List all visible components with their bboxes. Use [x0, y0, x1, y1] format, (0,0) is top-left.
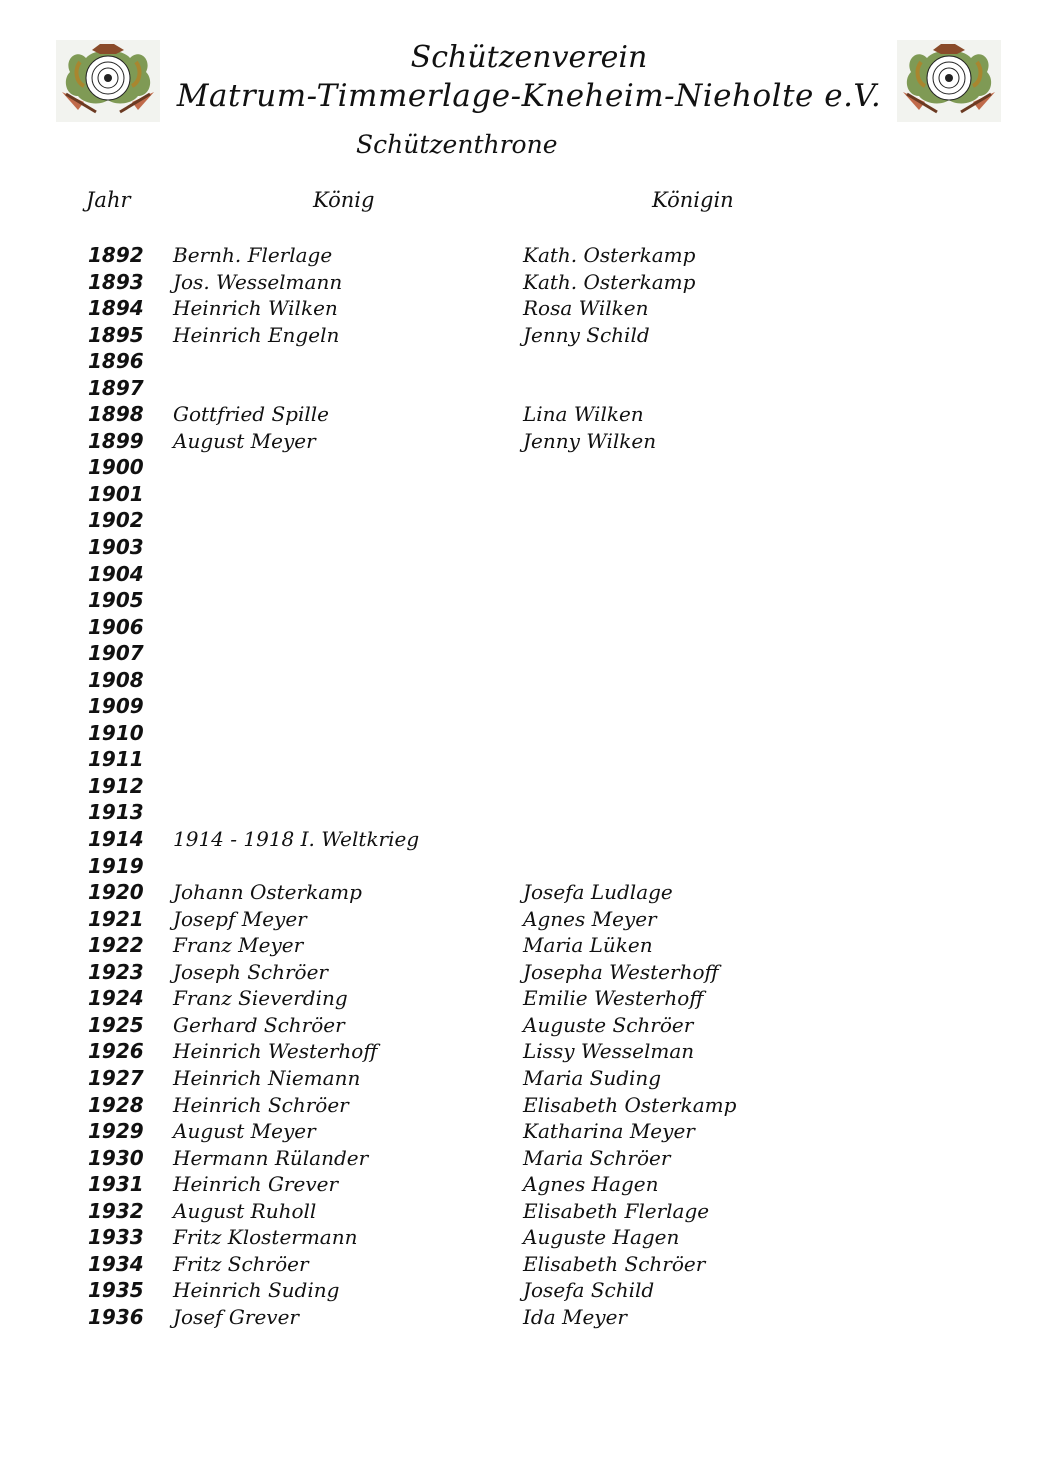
- queen-cell: Lissy Wesselman: [523, 1039, 695, 1064]
- king-cell: Joseph Schröer: [173, 959, 328, 984]
- king-cell: Heinrich Engeln: [173, 322, 340, 347]
- table-row: [0, 1251, 1038, 1278]
- year-cell: 1893: [88, 269, 144, 294]
- throne-table: [0, 242, 1038, 1330]
- table-row: [0, 693, 1038, 720]
- table-row: [0, 1145, 1038, 1172]
- queen-cell: Josefa Ludlage: [523, 880, 673, 905]
- year-cell: 1924: [88, 986, 144, 1011]
- table-row: [0, 375, 1038, 402]
- year-cell: 1910: [88, 720, 144, 745]
- table-row: [0, 428, 1038, 455]
- table-row: [0, 322, 1038, 349]
- table-row: [0, 746, 1038, 773]
- table-row: [0, 853, 1038, 880]
- year-cell: 1894: [88, 296, 144, 321]
- table-row: [0, 1038, 1038, 1065]
- table-row: [0, 1198, 1038, 1225]
- king-cell: Fritz Schröer: [173, 1251, 309, 1276]
- table-row: [0, 269, 1038, 296]
- table-row: [0, 1224, 1038, 1251]
- table-row: [0, 507, 1038, 534]
- club-name: Schützenverein: [410, 40, 648, 75]
- queen-cell: Josepha Westerhoff: [523, 959, 719, 984]
- table-row: [0, 1171, 1038, 1198]
- year-cell: 1926: [88, 1039, 144, 1064]
- table-row: [0, 773, 1038, 800]
- year-cell: 1906: [88, 614, 144, 639]
- queen-cell: Josefa Schild: [523, 1278, 655, 1303]
- king-cell: Jos. Wesselmann: [173, 269, 343, 294]
- king-cell: Heinrich Schröer: [173, 1092, 349, 1117]
- queen-cell: Elisabeth Schröer: [523, 1251, 706, 1276]
- year-cell: 1900: [88, 455, 144, 480]
- year-cell: 1907: [88, 641, 144, 666]
- year-cell: 1932: [88, 1198, 144, 1223]
- table-row: [0, 1065, 1038, 1092]
- year-cell: 1933: [88, 1225, 144, 1250]
- year-cell: 1912: [88, 773, 144, 798]
- year-cell: 1898: [88, 402, 144, 427]
- year-cell: 1901: [88, 481, 144, 506]
- year-cell: 1920: [88, 880, 144, 905]
- table-row: [0, 454, 1038, 481]
- queen-cell: Kath. Osterkamp: [523, 269, 696, 294]
- year-cell: 1934: [88, 1251, 144, 1276]
- year-cell: 1911: [88, 747, 144, 772]
- column-header-year: Jahr: [86, 188, 131, 212]
- king-cell: Josef Grever: [173, 1304, 299, 1329]
- table-row: [0, 1092, 1038, 1119]
- year-cell: 1921: [88, 906, 144, 931]
- table-row: [0, 481, 1038, 508]
- table-row: [0, 667, 1038, 694]
- year-cell: 1895: [88, 322, 144, 347]
- column-header-king: König: [313, 188, 375, 212]
- year-cell: 1896: [88, 349, 144, 374]
- year-cell: 1899: [88, 428, 144, 453]
- year-cell: 1931: [88, 1172, 144, 1197]
- king-cell: August Ruholl: [173, 1198, 317, 1223]
- queen-cell: Auguste Hagen: [523, 1225, 680, 1250]
- table-row: [0, 242, 1038, 269]
- table-row: [0, 720, 1038, 747]
- queen-cell: Elisabeth Flerlage: [523, 1198, 710, 1223]
- table-row: [0, 1277, 1038, 1304]
- king-cell: Franz Meyer: [173, 933, 304, 958]
- year-cell: 1892: [88, 243, 144, 267]
- king-cell: Johann Osterkamp: [173, 880, 362, 905]
- king-cell: Heinrich Westerhoff: [173, 1039, 378, 1064]
- king-cell: Gerhard Schröer: [173, 1012, 345, 1037]
- year-cell: 1902: [88, 508, 144, 533]
- year-cell: 1897: [88, 375, 144, 400]
- table-row: [0, 1012, 1038, 1039]
- year-cell: 1929: [88, 1119, 144, 1144]
- table-row: [0, 534, 1038, 561]
- year-cell: 1909: [88, 694, 144, 719]
- king-cell: Heinrich Grever: [173, 1172, 339, 1197]
- king-cell: August Meyer: [173, 428, 316, 453]
- year-cell: 1914: [88, 827, 144, 852]
- queen-cell: Agnes Hagen: [523, 1172, 659, 1197]
- table-row: [0, 587, 1038, 614]
- king-cell: Franz Sieverding: [173, 986, 348, 1011]
- table-row: [0, 1118, 1038, 1145]
- column-header-queen: Königin: [652, 188, 734, 212]
- king-cell: Bernh. Flerlage: [173, 243, 333, 267]
- queen-cell: Rosa Wilken: [523, 296, 649, 321]
- queen-cell: Lina Wilken: [523, 402, 644, 427]
- queen-cell: Auguste Schröer: [523, 1012, 694, 1037]
- table-row: [0, 1304, 1038, 1331]
- queen-cell: Jenny Schild: [523, 322, 650, 347]
- year-cell: 1923: [88, 959, 144, 984]
- table-row: [0, 959, 1038, 986]
- queen-cell: Kath. Osterkamp: [523, 243, 696, 267]
- king-cell: Josepf Meyer: [173, 906, 307, 931]
- table-row: [0, 879, 1038, 906]
- year-cell: 1935: [88, 1278, 144, 1303]
- section-title: Schützenthrone: [356, 130, 558, 159]
- year-cell: 1922: [88, 933, 144, 958]
- king-cell: Heinrich Suding: [173, 1278, 340, 1303]
- club-location: Matrum-Timmerlage-Kneheim-Nieholte e.V.: [176, 78, 882, 114]
- king-cell: August Meyer: [173, 1119, 316, 1144]
- year-cell: 1904: [88, 561, 144, 586]
- king-cell: Fritz Klostermann: [173, 1225, 358, 1250]
- queen-cell: Ida Meyer: [523, 1304, 627, 1329]
- queen-cell: Jenny Wilken: [523, 428, 657, 453]
- table-row: [0, 561, 1038, 588]
- table-row: [0, 640, 1038, 667]
- king-cell: 1914 - 1918 I. Weltkrieg: [173, 827, 420, 852]
- queen-cell: Maria Schröer: [523, 1145, 671, 1170]
- year-cell: 1930: [88, 1145, 144, 1170]
- king-cell: Heinrich Niemann: [173, 1065, 361, 1090]
- year-cell: 1919: [88, 853, 144, 878]
- year-cell: 1936: [88, 1304, 144, 1329]
- queen-cell: Maria Suding: [523, 1065, 662, 1090]
- table-row: [0, 348, 1038, 375]
- year-cell: 1927: [88, 1065, 144, 1090]
- queen-cell: Katharina Meyer: [523, 1119, 695, 1144]
- queen-cell: Agnes Meyer: [523, 906, 657, 931]
- table-row: [0, 932, 1038, 959]
- table-row: [0, 826, 1038, 853]
- table-row: [0, 614, 1038, 641]
- table-row: [0, 401, 1038, 428]
- year-cell: 1928: [88, 1092, 144, 1117]
- year-cell: 1903: [88, 535, 144, 560]
- queen-cell: Emilie Westerhoff: [523, 986, 704, 1011]
- table-row: [0, 906, 1038, 933]
- table-row: [0, 799, 1038, 826]
- table-row: [0, 985, 1038, 1012]
- king-cell: Heinrich Wilken: [173, 296, 338, 321]
- year-cell: 1908: [88, 667, 144, 692]
- king-cell: Hermann Rülander: [173, 1145, 369, 1170]
- year-cell: 1905: [88, 588, 144, 613]
- year-cell: 1913: [88, 800, 144, 825]
- queen-cell: Elisabeth Osterkamp: [523, 1092, 737, 1117]
- table-row: [0, 295, 1038, 322]
- king-cell: Gottfried Spille: [173, 402, 329, 427]
- year-cell: 1925: [88, 1012, 144, 1037]
- queen-cell: Maria Lüken: [523, 933, 653, 958]
